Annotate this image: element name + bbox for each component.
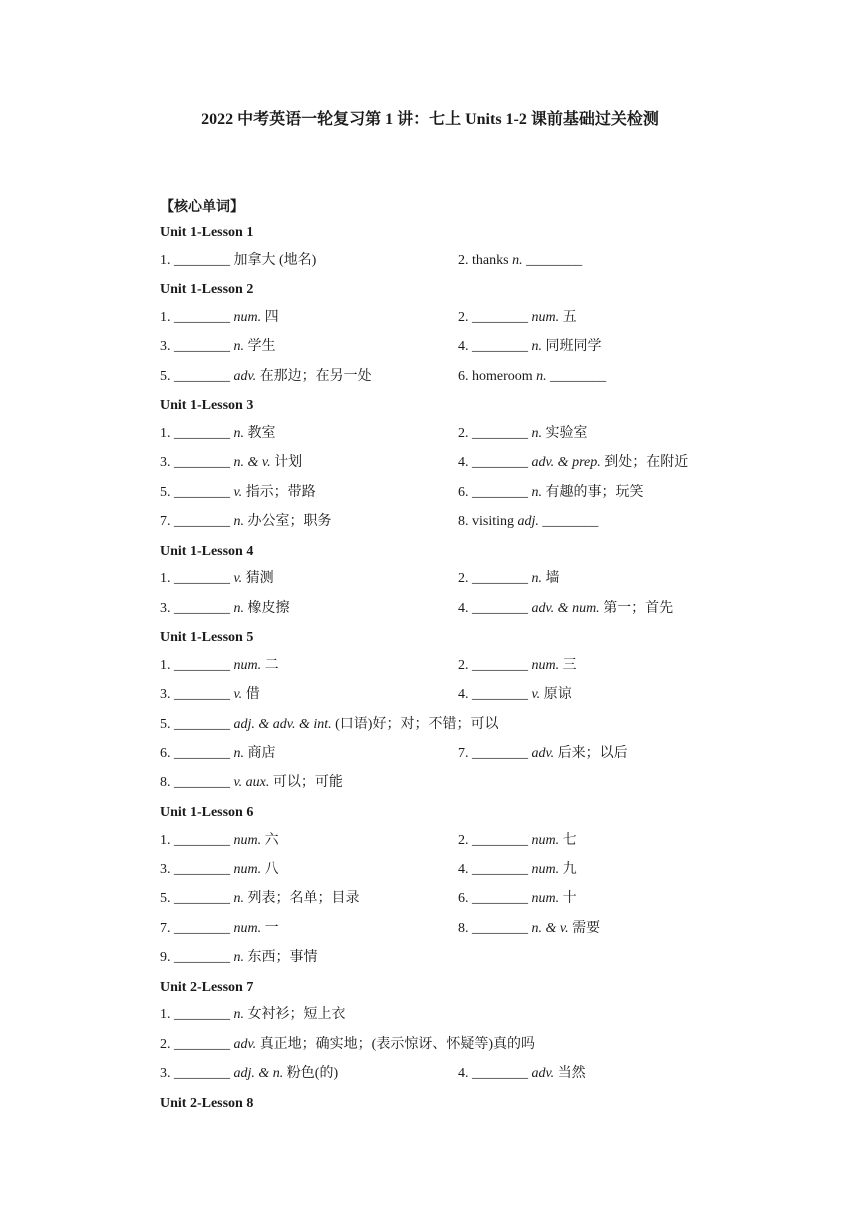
vocab-row [160, 773, 800, 802]
vocab-row [160, 948, 800, 977]
answer-blank: ________ [174, 1007, 234, 1023]
item-number: 6. [458, 484, 472, 500]
vocab-item [458, 831, 577, 851]
item-number: 1. [160, 425, 174, 441]
part-of-speech: n. & v. [233, 455, 275, 471]
meaning: 加拿大 (地名) [233, 252, 317, 268]
answer-blank: ________ [472, 339, 532, 355]
given-word: homeroom [472, 368, 537, 384]
item-number: 5. [160, 716, 174, 732]
item-number: 7. [160, 514, 174, 530]
part-of-speech: num. [233, 862, 265, 878]
meaning: 原谅 [543, 687, 572, 703]
vocab-item [160, 512, 332, 532]
vocab-item [458, 483, 644, 503]
meaning: 二 [264, 657, 279, 673]
meaning: 计划 [274, 455, 303, 471]
part-of-speech: v. [531, 687, 544, 703]
vocab-item [458, 599, 673, 619]
answer-blank: ________ [472, 484, 532, 500]
vocab-item [160, 860, 279, 880]
part-of-speech: num. [531, 862, 563, 878]
section-title: 【核心单词】 [160, 200, 244, 215]
item-number: 2. [458, 832, 472, 848]
item-number: 6. [160, 746, 174, 762]
meaning: 学生 [247, 339, 276, 355]
vocab-item [458, 744, 628, 764]
item-number: 5. [160, 368, 174, 384]
part-of-speech: n. [233, 746, 248, 762]
unit-heading: Unit 1-Lesson 5 [160, 630, 254, 646]
vocab-item [160, 889, 360, 909]
item-number: 2. [458, 571, 472, 587]
answer-blank: ________ [174, 832, 234, 848]
meaning: 商店 [247, 746, 276, 762]
answer-blank: ________ [174, 1036, 234, 1052]
vocab-item [160, 337, 276, 357]
meaning: 女衬衫；短上衣 [247, 1007, 346, 1023]
item-number: 2. [458, 309, 472, 325]
vocab-row [160, 483, 800, 512]
part-of-speech: adj. [517, 514, 543, 530]
part-of-speech: num. [531, 657, 563, 673]
part-of-speech: num. [233, 309, 265, 325]
vocab-row [160, 453, 800, 482]
vocab-row [160, 1035, 800, 1064]
item-number: 4. [458, 339, 472, 355]
meaning: 教室 [247, 425, 276, 441]
meaning: 指示；带路 [245, 484, 316, 500]
vocab-row [160, 1064, 800, 1093]
item-number: 8. [458, 514, 472, 530]
answer-blank: ________ [174, 746, 234, 762]
meaning: 当然 [557, 1066, 586, 1082]
item-number: 2. [458, 657, 472, 673]
vocab-item [458, 424, 588, 444]
vocab-item [458, 1064, 586, 1084]
vocab-row [160, 337, 800, 366]
answer-blank: ________ [174, 368, 234, 384]
answer-blank: ________ [174, 687, 234, 703]
meaning: 有趣的事；玩笑 [545, 484, 644, 500]
answer-blank: ________ [472, 425, 532, 441]
part-of-speech: n. [233, 339, 248, 355]
item-number: 2. [160, 1036, 174, 1052]
part-of-speech: n. [233, 891, 248, 907]
vocab-item [160, 948, 318, 968]
meaning: 三 [562, 657, 577, 673]
meaning: 八 [264, 862, 279, 878]
item-number: 1. [160, 571, 174, 587]
vocab-item [160, 569, 274, 589]
answer-blank: ________ [174, 950, 234, 966]
answer-blank: ________ [174, 657, 234, 673]
answer-blank: ________ [472, 309, 532, 325]
vocab-item [160, 773, 343, 793]
part-of-speech: v. aux. [233, 775, 273, 791]
answer-blank: ________ [472, 862, 532, 878]
meaning: 办公室；职务 [247, 514, 332, 530]
part-of-speech: n. [233, 425, 248, 441]
answer-blank: ________ [174, 1066, 234, 1082]
vocab-item [160, 367, 372, 387]
vocab-item [160, 744, 276, 764]
answer-blank: ________ [472, 746, 532, 762]
meaning: 四 [264, 309, 279, 325]
answer-blank: ________ [472, 832, 532, 848]
vocab-row [160, 512, 800, 541]
vocab-item [160, 919, 279, 939]
answer-blank: ________ [472, 687, 532, 703]
answer-blank: ________ [174, 862, 234, 878]
item-number: 4. [458, 455, 472, 471]
item-number: 3. [160, 600, 174, 616]
unit-heading: Unit 1-Lesson 4 [160, 543, 254, 559]
item-number: 5. [160, 891, 174, 907]
part-of-speech: adv. [531, 1066, 558, 1082]
vocab-item [458, 860, 577, 880]
item-number: 3. [160, 862, 174, 878]
part-of-speech: num. [531, 891, 563, 907]
meaning: 借 [245, 687, 260, 703]
vocab-row [160, 1005, 800, 1034]
vocab-item [458, 337, 602, 357]
part-of-speech: num. [233, 920, 265, 936]
vocab-row [160, 831, 800, 860]
vocab-item [458, 512, 598, 532]
answer-blank: ________ [472, 1066, 532, 1082]
item-number: 3. [160, 339, 174, 355]
item-number: 8. [458, 920, 472, 936]
meaning: 东西；事情 [247, 950, 318, 966]
item-number: 2. [458, 252, 472, 268]
meaning: 六 [264, 832, 279, 848]
vocab-item [458, 919, 600, 939]
vocab-row [160, 599, 800, 628]
meaning: 五 [562, 309, 577, 325]
item-number: 7. [160, 920, 174, 936]
unit-heading: Unit 1-Lesson 6 [160, 804, 254, 820]
vocab-item [160, 251, 316, 271]
part-of-speech: n. [233, 950, 248, 966]
vocab-item [458, 251, 582, 271]
part-of-speech: adj. & n. [233, 1066, 287, 1082]
vocab-item [458, 308, 577, 328]
item-number: 7. [458, 746, 472, 762]
answer-blank: ________ [174, 309, 234, 325]
item-number: 6. [458, 368, 472, 384]
part-of-speech: n. [531, 571, 546, 587]
vocab-item [160, 424, 276, 444]
vocab-item [160, 1035, 535, 1055]
answer-blank: ________ [174, 455, 234, 471]
meaning: 需要 [572, 920, 601, 936]
answer-blank: ________ [174, 339, 234, 355]
vocab-item [160, 599, 290, 619]
item-number: 9. [160, 950, 174, 966]
item-number: 8. [160, 775, 174, 791]
answer-blank: ________ [174, 920, 234, 936]
meaning: 后来；以后 [557, 746, 628, 762]
vocab-item [160, 308, 279, 328]
vocab-row [160, 424, 800, 453]
vocab-item [458, 367, 606, 387]
given-word: thanks [472, 252, 513, 268]
part-of-speech: adj. & adv. & int. [233, 716, 336, 732]
part-of-speech: v. [233, 687, 246, 703]
part-of-speech: n. & v. [531, 920, 573, 936]
vocab-row [160, 367, 800, 396]
meaning: 真正地；确实地；(表示惊讶、怀疑等)真的吗 [259, 1036, 536, 1052]
part-of-speech: n. [536, 368, 551, 384]
vocab-row [160, 860, 800, 889]
vocab-item [160, 831, 279, 851]
answer-blank: ________ [542, 514, 599, 530]
unit-heading: Unit 1-Lesson 3 [160, 398, 254, 414]
meaning: 七 [562, 832, 577, 848]
meaning: 可以；可能 [272, 775, 343, 791]
part-of-speech: n. [233, 514, 248, 530]
item-number: 4. [458, 687, 472, 703]
vocab-item [160, 453, 302, 473]
answer-blank: ________ [472, 657, 532, 673]
vocab-item [458, 453, 688, 473]
vocab-item [458, 889, 577, 909]
answer-blank: ________ [472, 600, 532, 616]
meaning: 实验室 [545, 425, 588, 441]
unit-heading: Unit 2-Lesson 7 [160, 979, 254, 995]
meaning: 粉色(的) [286, 1066, 339, 1082]
answer-blank: ________ [472, 571, 532, 587]
vocab-item [160, 1064, 338, 1084]
vocab-row [160, 656, 800, 685]
item-number: 6. [458, 891, 472, 907]
unit-heading: Unit 1-Lesson 1 [160, 225, 254, 240]
part-of-speech: v. [233, 571, 246, 587]
part-of-speech: n. [233, 600, 248, 616]
part-of-speech: num. [233, 832, 265, 848]
item-number: 3. [160, 455, 174, 471]
part-of-speech: n. [531, 339, 546, 355]
item-number: 4. [458, 1066, 472, 1082]
vocab-item [160, 483, 316, 503]
part-of-speech: adv. [233, 1036, 260, 1052]
vocab-row [160, 685, 800, 714]
meaning: 列表；名单；目录 [247, 891, 360, 907]
part-of-speech: n. [233, 1007, 248, 1023]
part-of-speech: adv. & num. [531, 600, 604, 616]
answer-blank: ________ [174, 600, 234, 616]
meaning: 猜测 [245, 571, 274, 587]
answer-blank: ________ [174, 716, 234, 732]
meaning: (口语)好；对；不错；可以 [335, 716, 499, 732]
item-number: 5. [160, 484, 174, 500]
answer-blank: ________ [472, 920, 532, 936]
part-of-speech: n. [531, 425, 546, 441]
answer-blank: ________ [472, 891, 532, 907]
part-of-speech: num. [531, 309, 563, 325]
answer-blank: ________ [174, 425, 234, 441]
item-number: 1. [160, 657, 174, 673]
answer-blank: ________ [174, 775, 234, 791]
given-word: visiting [472, 514, 518, 530]
item-number: 3. [160, 687, 174, 703]
meaning: 到处；在附近 [604, 455, 689, 471]
vocab-row [160, 889, 800, 918]
part-of-speech: adv. [531, 746, 558, 762]
item-number: 1. [160, 252, 174, 268]
vocab-row [160, 308, 800, 337]
answer-blank: ________ [174, 514, 234, 530]
unit-heading: Unit 1-Lesson 2 [160, 282, 254, 298]
part-of-speech: num. [233, 657, 265, 673]
answer-blank: ________ [174, 484, 234, 500]
vocab-row [160, 569, 800, 598]
meaning: 一 [264, 920, 279, 936]
vocab-item [458, 569, 560, 589]
vocab-row [160, 251, 800, 280]
meaning: 墙 [545, 571, 560, 587]
meaning: 同班同学 [545, 339, 602, 355]
item-number: 2. [458, 425, 472, 441]
item-number: 4. [458, 862, 472, 878]
page-title: 2022 中考英语一轮复习第 1 讲：七上 Units 1-2 课前基础过关检测 [201, 111, 659, 128]
vocab-item [160, 715, 498, 735]
answer-blank: ________ [174, 891, 234, 907]
item-number: 1. [160, 309, 174, 325]
unit-heading: Unit 2-Lesson 8 [160, 1095, 254, 1111]
vocab-item [458, 656, 577, 676]
answer-blank: ________ [174, 571, 234, 587]
meaning: 十 [562, 891, 577, 907]
item-number: 3. [160, 1066, 174, 1082]
answer-blank: ________ [472, 455, 532, 471]
meaning: 九 [562, 862, 577, 878]
item-number: 1. [160, 1007, 174, 1023]
vocab-item [160, 685, 260, 705]
answer-blank: ________ [174, 252, 234, 268]
answer-blank: ________ [526, 252, 583, 268]
vocab-row [160, 919, 800, 948]
meaning: 橡皮擦 [247, 600, 290, 616]
vocab-item [160, 656, 279, 676]
vocab-row [160, 715, 800, 744]
part-of-speech: adv. & prep. [531, 455, 605, 471]
part-of-speech: n. [512, 252, 527, 268]
part-of-speech: v. [233, 484, 246, 500]
vocab-row [160, 744, 800, 773]
part-of-speech: n. [531, 484, 546, 500]
vocab-item [160, 1005, 346, 1025]
item-number: 4. [458, 600, 472, 616]
answer-blank: ________ [550, 368, 607, 384]
part-of-speech: num. [531, 832, 563, 848]
vocabulary-list [160, 223, 800, 1121]
item-number: 1. [160, 832, 174, 848]
meaning: 第一；首先 [603, 600, 674, 616]
meaning: 在那边；在另一处 [259, 368, 372, 384]
vocab-item [458, 685, 572, 705]
part-of-speech: adv. [233, 368, 260, 384]
